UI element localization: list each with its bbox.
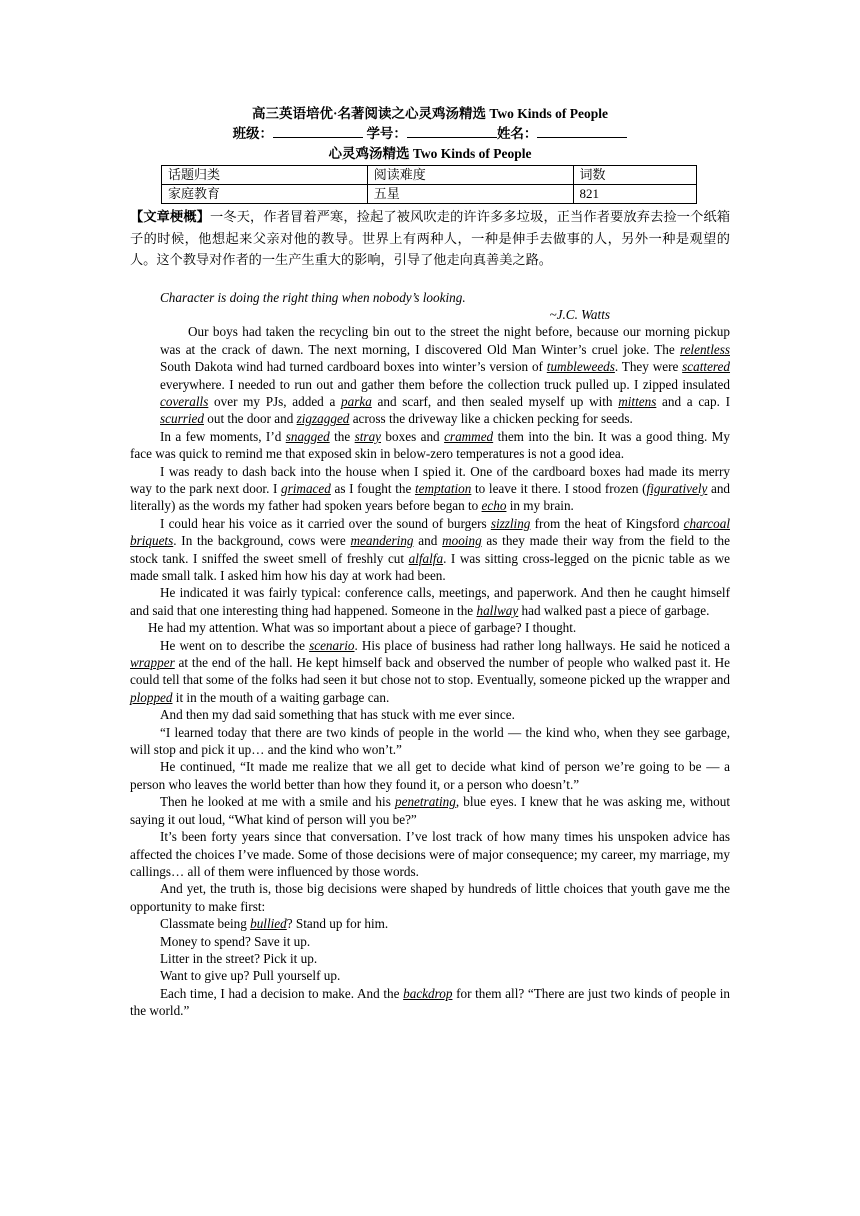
vocab-word[interactable]: meandering xyxy=(350,533,414,549)
class-blank[interactable] xyxy=(273,125,363,138)
vocab-word[interactable]: zigzagged xyxy=(296,411,350,427)
table-cell: 五星 xyxy=(367,185,573,204)
class-label: 班级： xyxy=(232,126,274,141)
paragraph: In a few moments, I’d snagged the stray boxes and crammed them into the bin. It was a good thing. My face was quick to remind me that exposed skin in below-zero temperatures is not a good idea. xyxy=(130,428,730,462)
paragraph: He continued, “It made me realize that we all get to decide what kind of person we’re going to be — a person who leaves the world better than how they found it, or a person who doesn’t.” xyxy=(130,759,730,792)
list-item: Money to spend? Save it up. xyxy=(160,933,311,949)
document-page xyxy=(130,104,730,1020)
summary xyxy=(130,206,730,271)
table-header-cell: 阅读难度 xyxy=(367,166,573,185)
vocab-word[interactable]: hallway xyxy=(476,602,519,618)
paragraph: And yet, the truth is, those big decisions were shaped by hundreds of little choices that youth gave me the opportunity to make first: xyxy=(130,881,730,914)
vocab-word[interactable]: parka xyxy=(341,393,372,409)
vocab-word[interactable]: scenario xyxy=(309,637,355,653)
paragraph: He had my attention. What was so important about a piece of garbage? I thought. xyxy=(148,620,577,636)
document-subtitle: 心灵鸡汤精选 Two Kinds of People xyxy=(328,146,532,161)
vocab-word[interactable]: plopped xyxy=(130,689,173,705)
vocab-word[interactable]: briquets xyxy=(130,533,174,549)
vocab-word[interactable]: alfalfa xyxy=(408,550,444,566)
info-table xyxy=(161,165,697,204)
vocab-word[interactable]: echo xyxy=(481,498,507,514)
table-header-cell: 词数 xyxy=(573,166,697,185)
id-blank[interactable] xyxy=(407,125,497,138)
vocab-word[interactable]: temptation xyxy=(414,480,472,496)
paragraph: I could hear his voice as it carried over the sound of burgers sizzling from the heat of Kingsford charcoal briquets. In the background, cows were meandering and mooing as they made their way from the field to the stock tank. I sniffed the sweet smell of freshly cut alfalfa. I was sitting cross-legged on the picnic table as we made small talk. I asked him how his day at work had been. xyxy=(130,515,730,583)
paragraph: Then he looked at me with a smile and his penetrating, blue eyes. I knew that he was asking me, without saying it out loud, “What kind of person will you be?” xyxy=(130,794,730,827)
vocab-word[interactable]: scurried xyxy=(160,411,204,427)
table-cell: 821 xyxy=(573,185,697,204)
vocab-word[interactable]: figuratively xyxy=(646,480,708,496)
vocab-word[interactable]: charcoal xyxy=(683,515,730,531)
vocab-word[interactable]: mooing xyxy=(442,533,482,549)
vocab-word[interactable]: stray xyxy=(354,428,382,444)
summary-text: 一冬天，作者冒着严寒，捡起了被风吹走的许许多多垃圾，正当作者要放弃去捡一个纸箱子的时候，他想起来父亲对他的教导。世界上有两种人，一种是伸手去做事的人，另外一种是观望的人。这个教导对作者的一生产生重大的影响，引导了他走向真善美之路。 xyxy=(130,209,731,267)
epigraph-quote: Character is doing the right thing when nobody’s looking. xyxy=(160,289,466,305)
paragraph: Each time, I had a decision to make. And the backdrop for them all? “There are just two kinds of people in the world.” xyxy=(130,985,730,1019)
vocab-word[interactable]: sizzling xyxy=(490,515,531,531)
list-item: Litter in the street? Pick it up. xyxy=(160,950,318,966)
vocab-word[interactable]: scattered xyxy=(682,359,731,375)
table-row xyxy=(162,185,697,204)
list-item: Want to give up? Pull yourself up. xyxy=(160,968,341,984)
paragraph: “I learned today that there are two kinds of people in the world — the kind who, when they see garbage, will stop and pick it up… and the kind who won’t.” xyxy=(130,724,730,758)
name-blank[interactable] xyxy=(537,125,627,138)
summary-heading: 【文章梗概】 xyxy=(130,209,211,224)
vocab-word[interactable]: backdrop xyxy=(403,985,453,1001)
paragraph: And then my dad said something that has stuck with me ever since. xyxy=(160,707,515,723)
vocab-word[interactable]: crammed xyxy=(444,428,494,444)
paragraph: He went on to describe the scenario. His place of business had rather long hallways. He said he noticed a wrapper at the end of the hall. He kept himself back and observed the number of people who walked past it. He could tell that some of the folks had seen it but chose not to stop. Eventually, someone picked up the wrapper and plopped it in the mouth of a waiting garbage can. xyxy=(130,637,730,705)
table-row xyxy=(162,166,697,185)
table-header-cell: 话题归类 xyxy=(162,166,368,185)
vocab-word[interactable]: mittens xyxy=(618,393,657,409)
name-label: 姓名： xyxy=(496,126,538,141)
document-title: 高三英语培优·名著阅读之心灵鸡汤精选 Two Kinds of People xyxy=(251,106,608,121)
paragraph: It’s been forty years since that conversation. I’ve lost track of how many times his unspoken advice has affected the choices I’ve made. Some of those decisions were of major consequence; my career, my marriage, my callings… all of them were influenced by those words. xyxy=(130,829,730,879)
paragraph: Our boys had taken the recycling bin out to the street the night before, because our morning pickup was at the crack of dawn. The next morning, I discovered Old Man Winter’s cruel joke. The relentless South Dakota wind had turned cardboard boxes into winter’s version of tumbleweeds. They were scattered everywhere. I needed to run out and gather them before the collection truck pulled up. I zipped insulated coveralls over my PJs, added a parka and scarf, and then sealed myself up with mittens and a cap. I scurried out the door and zigzagged across the driveway like a chicken pecking for seeds. xyxy=(160,324,731,427)
paragraph: I was ready to dash back into the house when I spied it. One of the cardboard boxes had made its merry way to the park next door. I grimaced as I fought the temptation to leave it there. I stood frozen (figuratively and literally) as the words my father had spoken years before began to echo in my brain. xyxy=(130,463,731,514)
vocab-word[interactable]: wrapper xyxy=(130,655,175,671)
vocab-word[interactable]: bullied xyxy=(250,916,287,932)
vocab-word[interactable]: penetrating xyxy=(395,794,456,810)
epigraph-author: ~J.C. Watts xyxy=(549,306,610,322)
table-cell: 家庭教育 xyxy=(162,185,368,204)
vocab-word[interactable]: relentless xyxy=(679,341,730,357)
id-label: 学号： xyxy=(366,126,407,141)
vocab-word[interactable]: grimaced xyxy=(281,480,331,496)
vocab-word[interactable]: tumbleweeds xyxy=(546,359,615,375)
list-item: Classmate being bullied? Stand up for him. xyxy=(160,916,389,932)
vocab-word[interactable]: snagged xyxy=(285,428,330,444)
student-info-line xyxy=(130,124,730,144)
paragraph: He indicated it was fairly typical: conference calls, meetings, and paperwork. And then he caught himself and said that one interesting thing had happened. Someone in the hallway had walked past a piece of garbage. xyxy=(130,585,730,618)
vocab-word[interactable]: coveralls xyxy=(160,393,209,409)
